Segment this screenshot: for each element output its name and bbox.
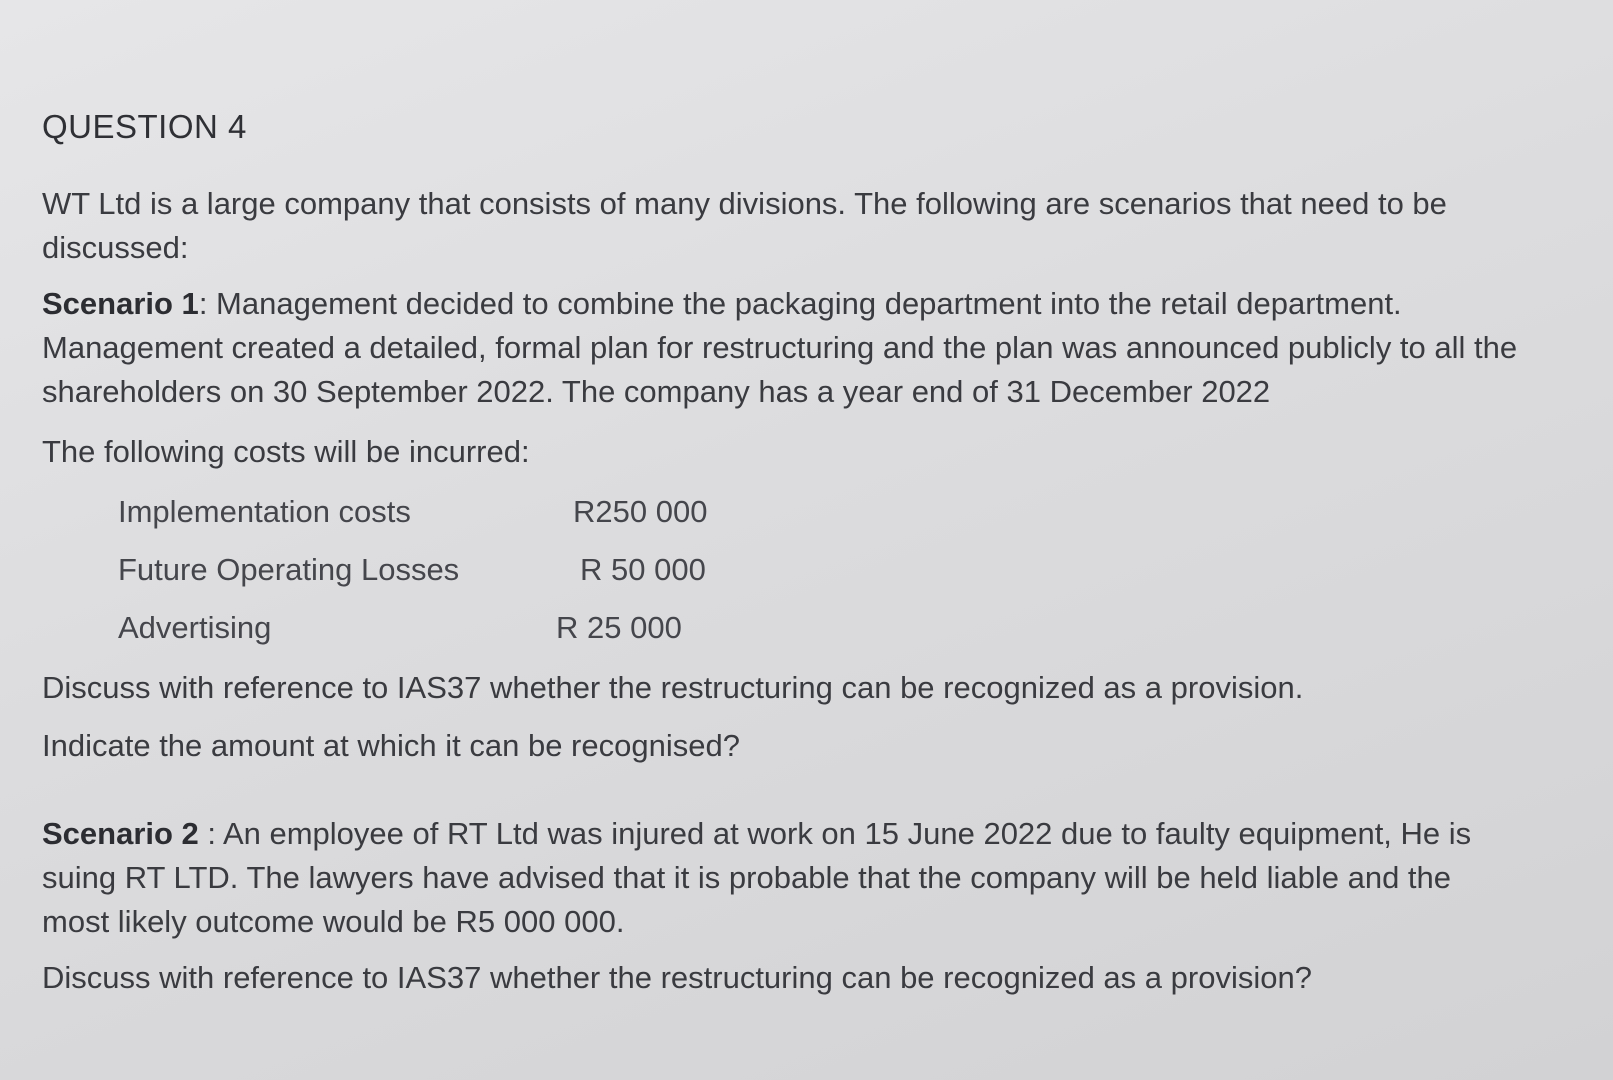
cost-label: Advertising — [118, 610, 272, 645]
scenario-1-label: Scenario 1 — [42, 286, 199, 321]
cost-amount: R 50 000 — [580, 552, 706, 587]
scenario-2-question: Discuss with reference to IAS37 whether the restructuring can be recognized as a provision? — [42, 960, 1312, 995]
costs-lead-text: The following costs will be incurred: — [42, 434, 530, 469]
scenario-1-text: : Management decided to combine the packaging department into the retail department. Management created a detailed, formal plan for restructuring and the plan was announced publicly to all the shareholders on 30 September 2022. The company has a year end of 31 December 2022 — [42, 286, 1518, 409]
scenario-2-text: : An employee of RT Ltd was injured at work on 15 June 2022 due to faulty equipment, He is suing RT LTD. The lawyers have advised that it is probable that the company will be held liable and the most likely outcome would be R5 000 000. — [42, 816, 1472, 939]
scenario-2-paragraph — [42, 812, 1522, 944]
cost-label: Implementation costs — [118, 494, 411, 529]
cost-label: Future Operating Losses — [118, 552, 460, 587]
cost-row-advertising — [118, 606, 838, 650]
scenario-2-label: Scenario 2 — [42, 816, 199, 851]
scenario-1-paragraph — [42, 282, 1522, 414]
question-heading: QUESTION 4 — [42, 108, 247, 145]
intro-paragraph: WT Ltd is a large company that consists of many divisions. The following are scenarios that need to be discussed: — [42, 186, 1447, 265]
cost-amount: R 25 000 — [556, 610, 682, 645]
cost-row-future-operating-losses — [118, 548, 838, 592]
cost-row-implementation — [118, 490, 838, 534]
scenario-1-question-amount: Indicate the amount at which it can be recognised? — [42, 728, 740, 763]
cost-amount: R250 000 — [573, 494, 708, 529]
scenario-1-question-provision: Discuss with reference to IAS37 whether the restructuring can be recognized as a provision. — [42, 670, 1304, 705]
